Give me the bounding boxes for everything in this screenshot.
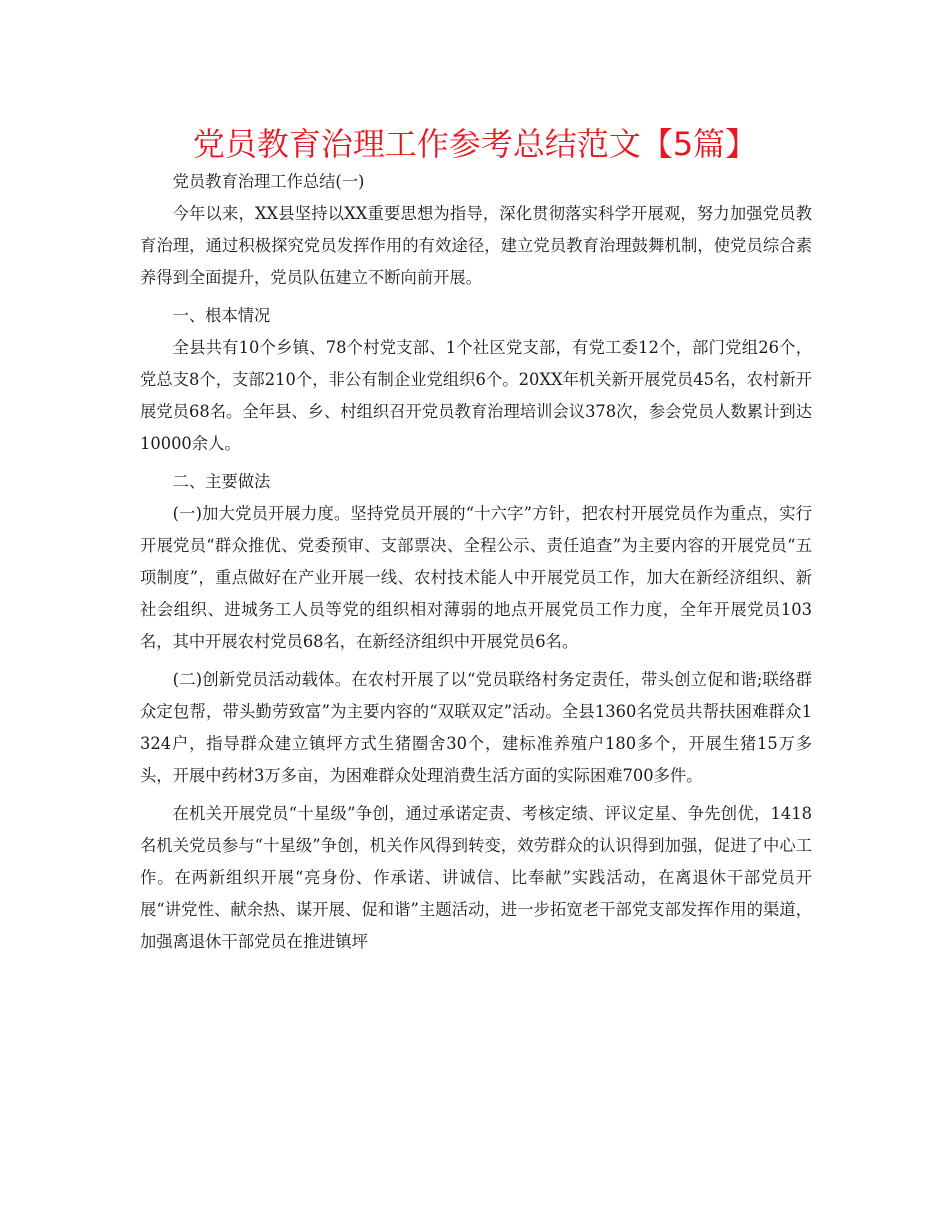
- section-heading-methods: 二、主要做法: [172, 472, 271, 491]
- document-title: 党员教育治理工作参考总结范文【5篇】: [192, 125, 758, 163]
- section-heading-basic: 一、根本情况: [172, 306, 271, 325]
- paragraph-intro: 今年以来，XX县坚持以XX重要思想为指导，深化贯彻落实科学开展观，努力加强党员教育治理，通过积极探究党员发挥作用的有效途径，建立党员教育治理鼓舞机制，使党员综合素养得到全面提升，党员队伍建立不断向前开展。: [140, 204, 812, 287]
- paragraph-method-two: (二)创新党员活动载体。在农村开展了以“党员联络村务定责任，带头创立促和谐;联络群众定包帮，带头勤劳致富”为主要内容的“双联双定”活动。全县1360名党员共帮扶困难群众1324户，指导群众建立镇坪方式生猪圈舍30个，建标准养殖户180多个，开展生猪15万多头，开展中药材3万多亩，为困难群众处理消费生活方面的实际困难700多件。: [140, 670, 812, 785]
- document-body: [140, 166, 812, 958]
- paragraph-method-one: (一)加大党员开展力度。坚持党员开展的“十六字”方针，把农村开展党员作为重点，实行开展党员“群众推优、党委预审、支部票决、全程公示、责任追查”为主要内容的开展党员“五项制度”，重点做好在产业开展一线、农村技术能人中开展党员工作，加大在新经济组织、新社会组织、进城务工人员等党的组织相对薄弱的地点开展党员工作力度，全年开展党员103名，其中开展农村党员68名，在新经济组织中开展党员6名。: [140, 504, 812, 651]
- section-subtitle: 党员教育治理工作总结(一): [172, 172, 365, 191]
- paragraph-basic-situation: 全县共有10个乡镇、78个村党支部、1个社区党支部，有党工委12个，部门党组26个，党总支8个，支部210个，非公有制企业党组织6个。20XX年机关新开展党员45名，农村新开展党员68名。全年县、乡、村组织召开党员教育治理培训会议378次，参会党员人数累计到达10000余人。: [140, 338, 812, 453]
- paragraph-organ-activities: 在机关开展党员“十星级”争创，通过承诺定责、考核定绩、评议定星、争先创优，1418名机关党员参与“十星级”争创，机关作风得到转变，效劳群众的认识得到加强，促进了中心工作。在两新组织开展“亮身份、作承诺、讲诚信、比奉献”实践活动，在离退休干部党员开展“讲党性、献余热、谋开展、促和谐”主题活动，进一步拓宽老干部党支部发挥作用的渠道，加强离退休干部党员在推进镇坪: [140, 804, 812, 951]
